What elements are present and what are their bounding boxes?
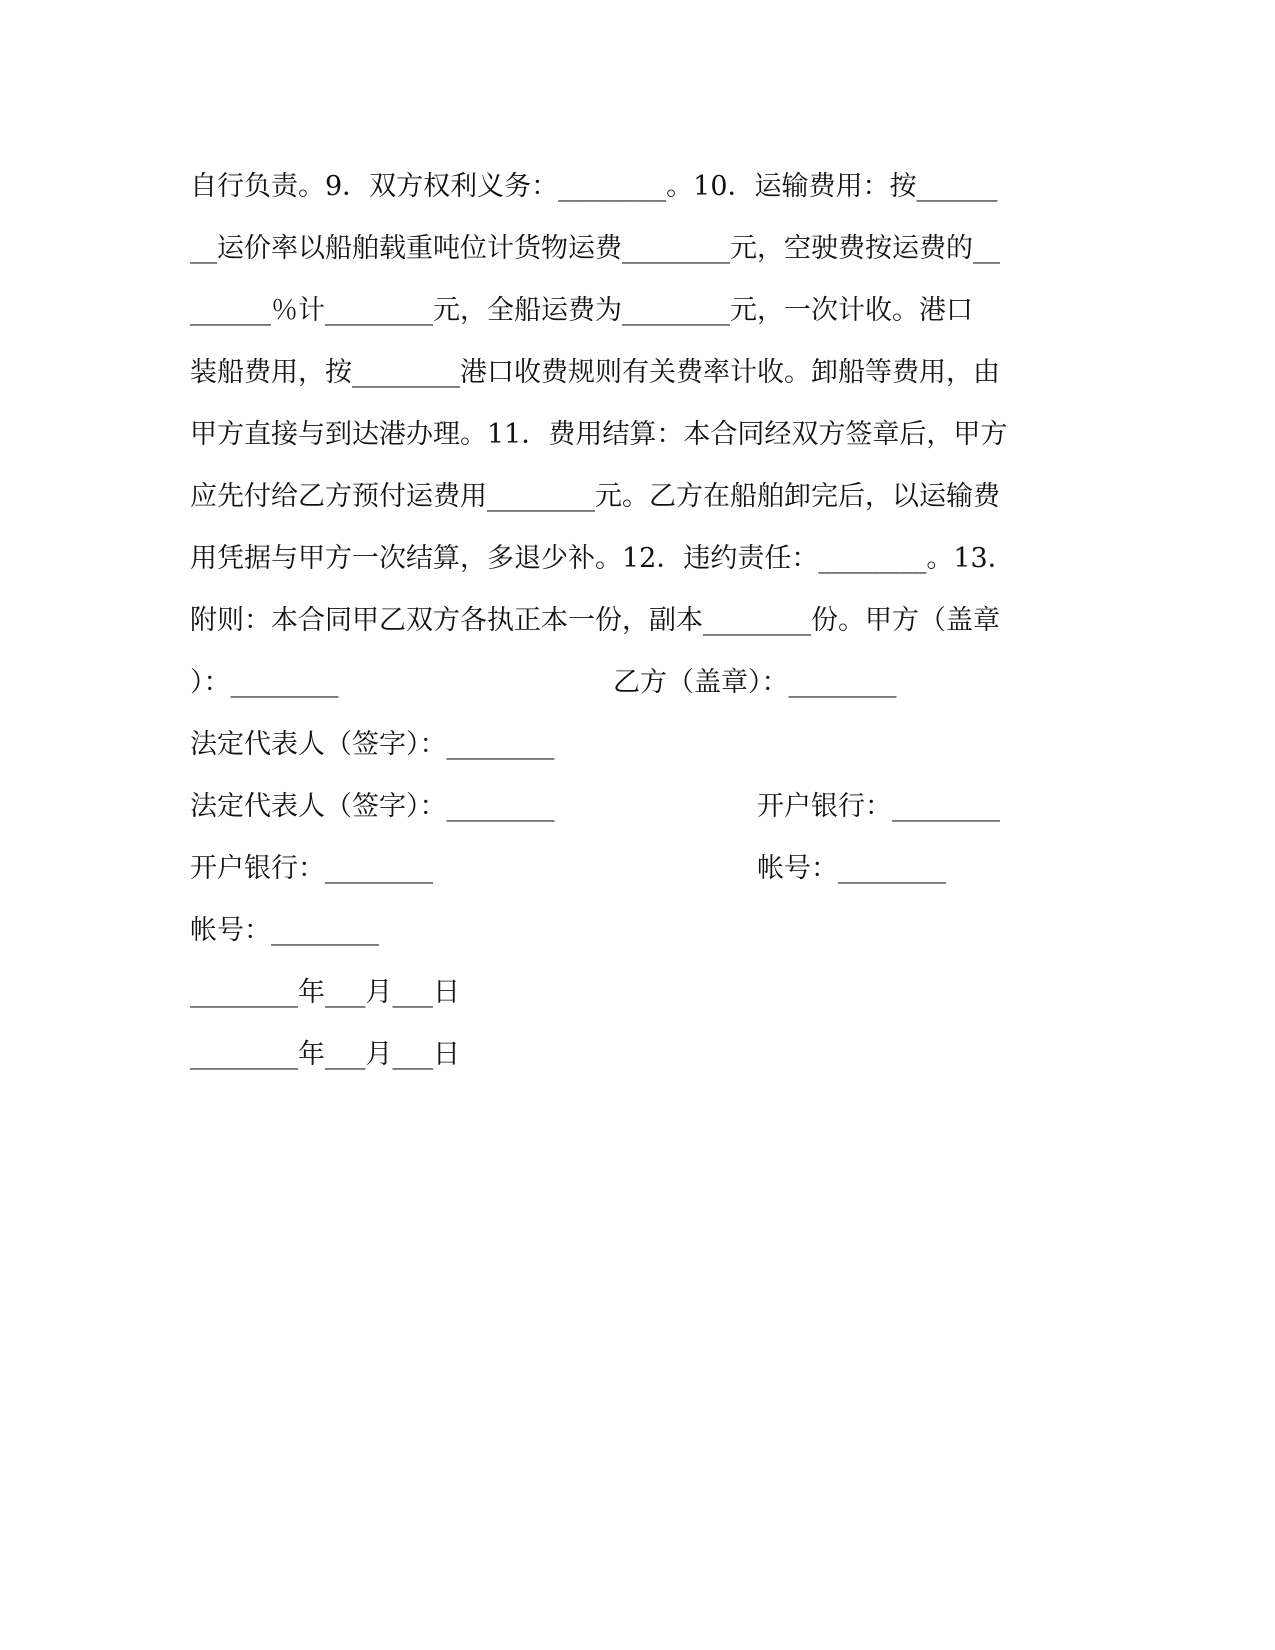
rep-row-1	[190, 725, 1090, 765]
legal-rep-b: 法定代表人（签字）：________	[190, 791, 555, 822]
date-row-2	[190, 1035, 1090, 1075]
date-b: ________年___月___日	[190, 1039, 460, 1070]
account-b: 帐号：________	[757, 853, 946, 884]
bank-row	[190, 849, 1090, 889]
date-a: ________年___月___日	[190, 977, 460, 1008]
body-line-3: ______％计________元，全船运费为________元，一次计收。港口	[190, 295, 973, 326]
legal-rep-a: 法定代表人（签字）：________	[190, 729, 555, 760]
seal-row	[190, 663, 1090, 703]
body-line-8: 附则：本合同甲乙双方各执正本一份，副本________份。甲方（盖章	[190, 605, 1000, 636]
bank-a: 开户银行：________	[190, 853, 433, 884]
date-row-1	[190, 973, 1090, 1013]
body-line-1: 自行负责。9．双方权利义务：________。10．运输费用：按______	[190, 171, 998, 202]
body-line-5: 甲方直接与到达港办理。11．费用结算：本合同经双方签章后，甲方	[190, 419, 1008, 450]
account-row	[190, 911, 1090, 951]
account-a: 帐号：________	[190, 915, 379, 946]
party-b-seal: 乙方（盖章）：________	[613, 667, 897, 698]
bank-b: 开户银行：________	[757, 791, 1000, 822]
rep-row-2	[190, 787, 1090, 827]
body-line-2: __运价率以船舶载重吨位计货物运费________元，空驶费按运费的__	[190, 233, 1000, 264]
body-line-6: 应先付给乙方预付运费用________元。乙方在船舶卸完后，以运输费	[190, 481, 1000, 512]
party-a-seal: ）：________	[190, 667, 339, 698]
body-line-4: 装船费用，按________港口收费规则有关费率计收。卸船等费用，由	[190, 357, 1000, 388]
body-line-7: 用凭据与甲方一次结算，多退少补。12．违约责任：________。13．	[190, 543, 1015, 574]
